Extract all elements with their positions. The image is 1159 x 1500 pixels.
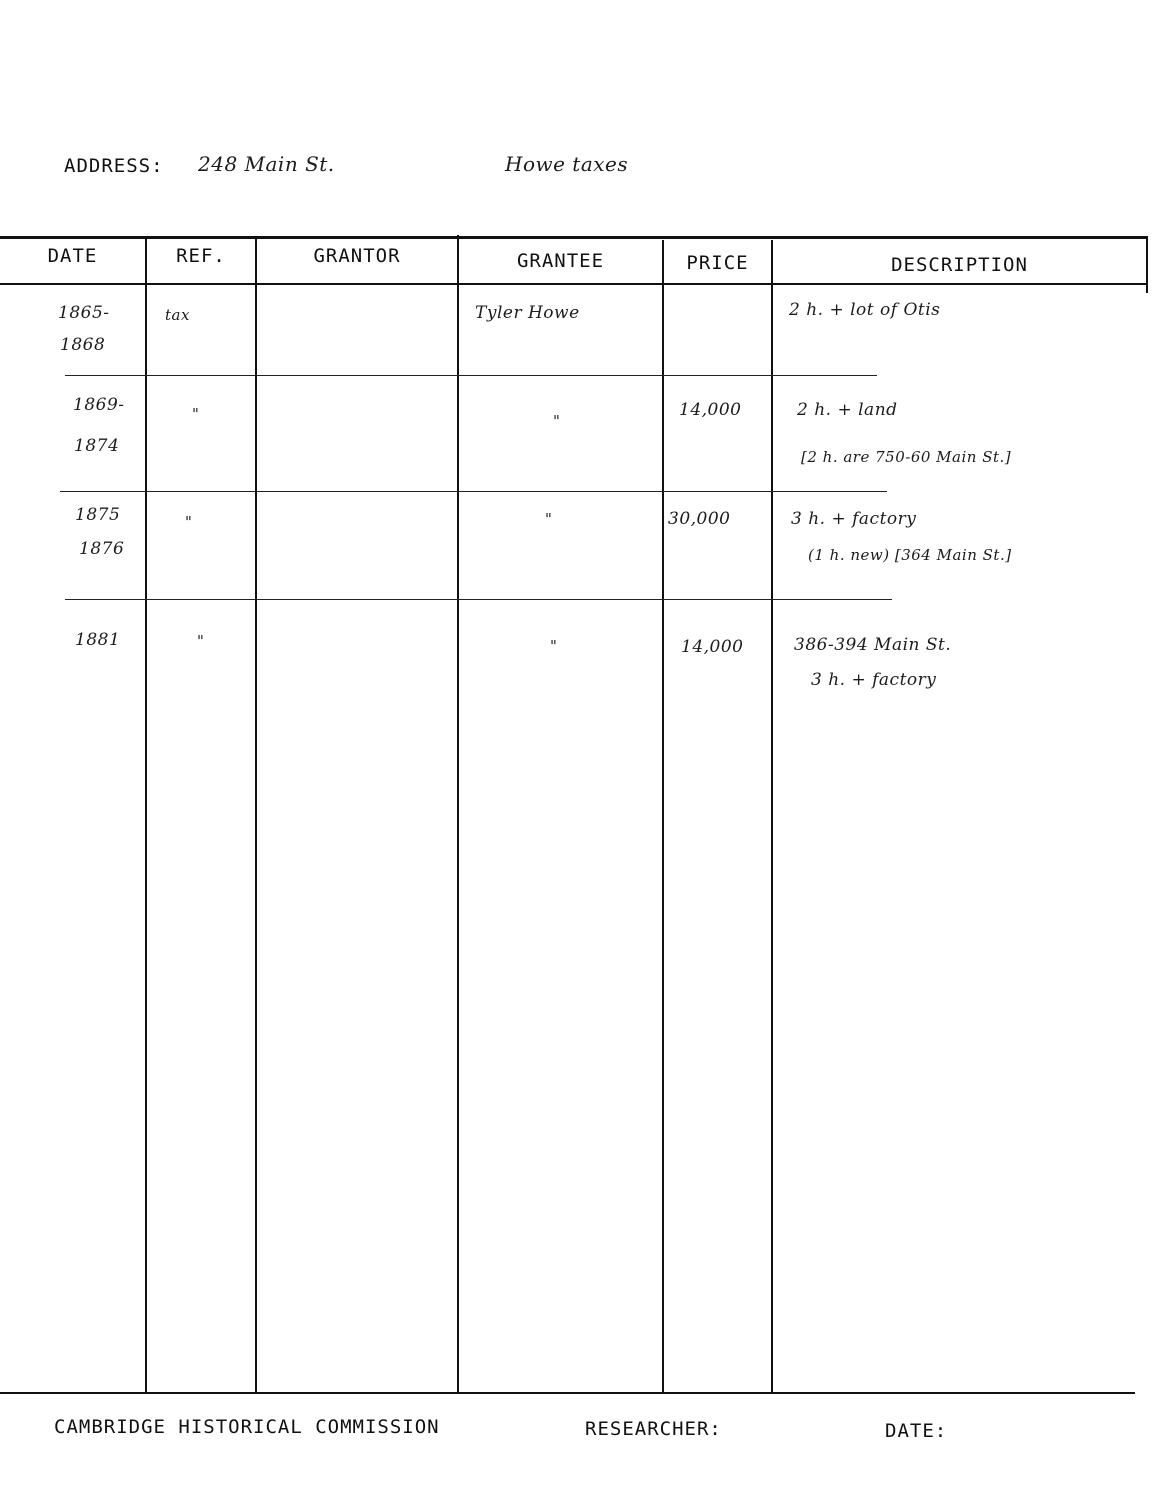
row-date: 1865- (58, 303, 110, 323)
commission-name: CAMBRIDGE HISTORICAL COMMISSION (54, 1416, 440, 1438)
row-date: 1876 (79, 539, 125, 559)
column-divider (255, 237, 257, 1393)
address-value: 248 Main St. (198, 152, 335, 176)
row-description: 3 h. + factory (791, 509, 917, 529)
address-label: ADDRESS: (64, 155, 164, 177)
row-description: 2 h. + lot of Otis (789, 300, 941, 320)
row-price: 14,000 (681, 637, 744, 657)
column-header-grantor: GRANTOR (313, 245, 401, 267)
row-date: 1868 (60, 335, 106, 355)
row-description: (1 h. new) [364 Main St.] (808, 546, 1012, 564)
column-divider (662, 240, 664, 1393)
footer-rule (0, 1392, 1135, 1394)
row-date: 1875 (75, 505, 121, 525)
row-ref: " (185, 513, 193, 531)
table-top-rule (0, 236, 1148, 239)
row-date: 1874 (74, 436, 120, 456)
column-divider (457, 235, 459, 1393)
column-header-description: DESCRIPTION (891, 254, 1028, 276)
column-divider (1146, 237, 1148, 293)
row-description: 2 h. + land (797, 400, 898, 420)
table-header-rule (0, 283, 1148, 285)
row-description: 386-394 Main St. (794, 635, 952, 655)
row-separator (60, 491, 887, 492)
row-ref: tax (165, 306, 190, 324)
row-date: 1881 (75, 630, 121, 650)
row-grantee: " (550, 637, 558, 655)
row-price: 30,000 (668, 509, 731, 529)
column-divider (771, 240, 773, 1393)
column-header-grantee: GRANTEE (516, 250, 605, 272)
header-note: Howe taxes (505, 152, 629, 176)
row-grantee: Tyler Howe (475, 303, 580, 323)
row-price: 14,000 (679, 400, 742, 420)
row-description: [2 h. are 750-60 Main St.] (801, 448, 1012, 466)
row-grantee: " (545, 510, 553, 528)
column-header-date: DATE (47, 245, 98, 267)
row-separator (65, 599, 892, 600)
row-date: 1869- (73, 395, 125, 415)
row-ref: " (192, 405, 200, 423)
row-description: 3 h. + factory (811, 670, 937, 690)
row-ref: " (197, 632, 205, 650)
column-header-ref: REF. (176, 245, 226, 267)
row-separator (65, 375, 877, 376)
column-divider (145, 237, 147, 1393)
column-header-price: PRICE (686, 252, 749, 274)
date-label: DATE: (885, 1420, 948, 1442)
row-grantee: " (553, 412, 561, 430)
researcher-label: RESEARCHER: (585, 1418, 722, 1440)
